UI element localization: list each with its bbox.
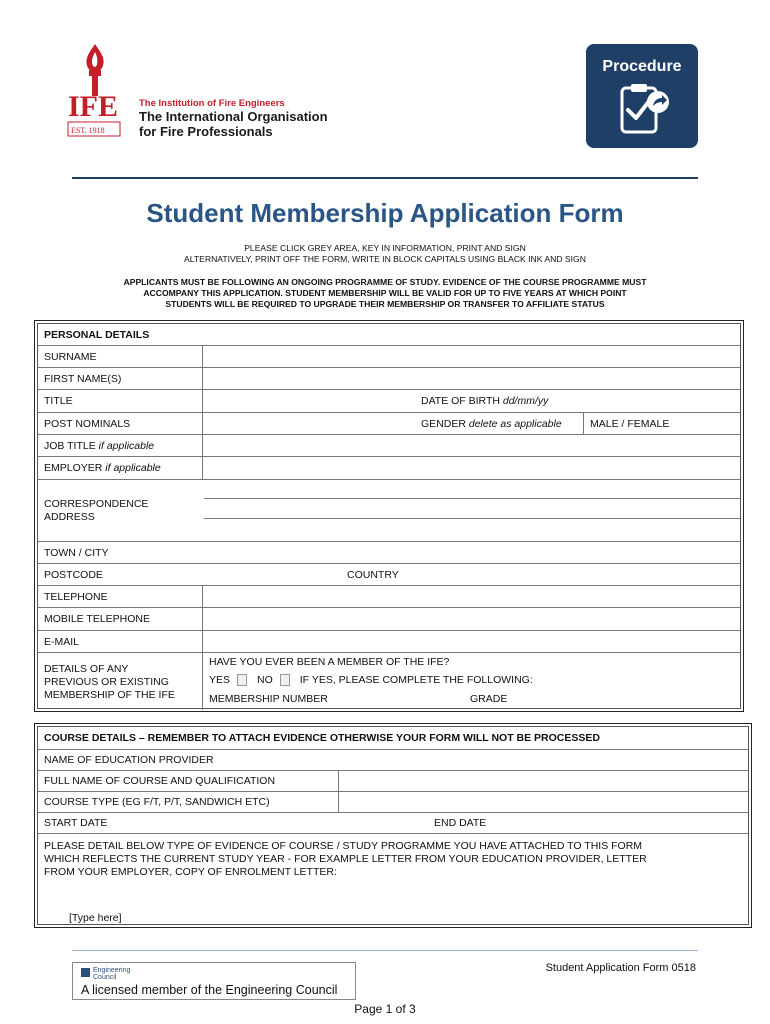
post-nominals-row bbox=[38, 413, 740, 435]
course-name-field[interactable] bbox=[339, 771, 748, 791]
employer-row bbox=[38, 457, 740, 480]
org-line-1: The Institution of Fire Engineers bbox=[139, 98, 285, 109]
engineering-council-wordmark bbox=[93, 967, 130, 981]
employer-label-text: EMPLOYER bbox=[44, 462, 103, 474]
grade-label: GRADE bbox=[470, 693, 508, 705]
eligibility-notice bbox=[40, 277, 730, 310]
notice-line-3: STUDENTS WILL BE REQUIRED TO UPGRADE THEIR MEMBERSHIP OR TRANSFER TO AFFILIATE STATUS bbox=[165, 299, 605, 309]
mobile-label: MOBILE TELEPHONE bbox=[44, 613, 151, 625]
evidence-instructions bbox=[44, 840, 647, 879]
title-label: TITLE bbox=[44, 395, 73, 407]
correspondence-label-line-2: ADDRESS bbox=[44, 511, 95, 523]
instructions-line-1: PLEASE CLICK GREY AREA, KEY IN INFORMATION, PRINT AND SIGN bbox=[244, 243, 526, 253]
date-of-birth-field[interactable] bbox=[598, 390, 740, 412]
evidence-line-1: PLEASE DETAIL BELOW TYPE OF EVIDENCE OF COURSE / STUDY PROGRAMME YOU HAVE ATTACHED TO THIS FORM bbox=[44, 840, 643, 852]
instructions-line-2: ALTERNATIVELY, PRINT OFF THE FORM, WRITE IN BLOCK CAPITALS USING BLACK INK AND SIGN bbox=[184, 254, 586, 264]
employer-label bbox=[38, 457, 161, 479]
course-name-label: FULL NAME OF COURSE AND QUALIFICATION bbox=[44, 775, 276, 787]
personal-details-header: PERSONAL DETAILS bbox=[44, 328, 150, 341]
evidence-row bbox=[38, 834, 748, 926]
job-title-label-text: JOB TITLE bbox=[44, 439, 96, 452]
dob-format-hint: dd/mm/yy bbox=[502, 395, 549, 407]
mobile-row bbox=[38, 608, 740, 631]
job-title-field[interactable] bbox=[203, 435, 740, 456]
course-type-field[interactable] bbox=[339, 792, 748, 812]
job-title-label bbox=[38, 435, 154, 456]
surname-field[interactable] bbox=[203, 346, 740, 367]
date-of-birth-label bbox=[415, 390, 548, 412]
address-line-2[interactable] bbox=[204, 518, 740, 519]
post-nominals-label: POST NOMINALS bbox=[44, 417, 131, 430]
previous-membership-row bbox=[38, 653, 740, 710]
country-field[interactable] bbox=[438, 564, 740, 585]
yes-label: YES bbox=[209, 674, 231, 686]
gender-hint: delete as applicable bbox=[468, 417, 562, 430]
engineering-council-badge bbox=[72, 962, 356, 1000]
prev-label-line-1: DETAILS OF ANY bbox=[44, 663, 129, 675]
if-yes-instruction: IF YES, PLEASE COMPLETE THE FOLLOWING: bbox=[299, 674, 533, 686]
no-label: NO bbox=[257, 674, 273, 686]
evidence-line-2: WHICH REFLECTS THE CURRENT STUDY YEAR - FOR EXAMPLE LETTER FROM YOUR EDUCATION PROVIDER, LETTER bbox=[44, 853, 647, 865]
procedure-badge bbox=[586, 44, 698, 148]
footer-rule bbox=[72, 950, 698, 951]
membership-number-label: MEMBERSHIP NUMBER bbox=[209, 693, 328, 705]
employer-field[interactable] bbox=[203, 457, 740, 479]
first-names-row bbox=[38, 368, 740, 390]
prev-label-line-3: MEMBERSHIP OF THE IFE bbox=[44, 689, 175, 701]
personal-details-header-row bbox=[38, 324, 740, 346]
logo-letters: IFE bbox=[68, 90, 119, 123]
employer-hint: if applicable bbox=[105, 462, 161, 474]
surname-row bbox=[38, 346, 740, 368]
education-provider-row bbox=[38, 750, 748, 771]
correspondence-address-label bbox=[44, 498, 148, 524]
personal-details-table bbox=[34, 320, 744, 712]
ife-logo bbox=[64, 42, 126, 152]
page-number: Page 1 of 3 bbox=[354, 1002, 416, 1016]
no-checkbox[interactable] bbox=[280, 674, 290, 686]
instructions bbox=[40, 243, 730, 265]
job-title-row bbox=[38, 435, 740, 457]
clipboard-check-share-icon bbox=[612, 82, 672, 138]
surname-label: SURNAME bbox=[44, 350, 97, 363]
notice-line-1: APPLICANTS MUST BE FOLLOWING AN ONGOING PROGRAMME OF STUDY. EVIDENCE OF THE COURSE PROGRAMME MUST bbox=[123, 277, 647, 287]
education-provider-label: NAME OF EDUCATION PROVIDER bbox=[44, 754, 214, 766]
header-rule bbox=[72, 177, 698, 179]
gender-field[interactable]: MALE / FEMALE bbox=[590, 417, 670, 430]
course-details-header: COURSE DETAILS – REMEMBER TO ATTACH EVIDENCE OTHERWISE YOUR FORM WILL NOT BE PROCESSED bbox=[44, 732, 600, 744]
telephone-field[interactable] bbox=[203, 586, 740, 607]
evidence-line-3: FROM YOUR EMPLOYER, COPY OF ENROLMENT LETTER: bbox=[44, 866, 337, 878]
end-date-field[interactable] bbox=[508, 813, 748, 833]
correspondence-label-line-1: CORRESPONDENCE bbox=[44, 498, 149, 510]
course-details-header-row bbox=[38, 727, 748, 750]
course-type-row bbox=[38, 792, 748, 813]
email-label: E-MAIL bbox=[44, 635, 80, 648]
telephone-row bbox=[38, 586, 740, 608]
postcode-field[interactable] bbox=[203, 564, 341, 585]
start-date-label: START DATE bbox=[44, 817, 108, 829]
course-dates-row bbox=[38, 813, 748, 834]
engineering-council-logo-icon bbox=[81, 968, 90, 977]
page-title: Student Membership Application Form bbox=[146, 198, 624, 228]
course-type-label: COURSE TYPE (EG F/T, P/T, SANDWICH ETC) bbox=[44, 796, 270, 808]
country-label: COUNTRY bbox=[347, 568, 399, 581]
start-date-field[interactable] bbox=[158, 813, 428, 833]
end-date-label: END DATE bbox=[434, 817, 487, 829]
postcode-label: POSTCODE bbox=[44, 568, 103, 581]
yes-checkbox[interactable] bbox=[237, 674, 247, 686]
course-details-table bbox=[34, 723, 752, 928]
previous-membership-label bbox=[44, 663, 175, 702]
form-number: Student Application Form 0518 bbox=[545, 962, 696, 974]
prev-member-question: HAVE YOU EVER BEEN A MEMBER OF THE IFE? bbox=[209, 656, 450, 668]
job-title-hint: if applicable bbox=[98, 439, 155, 452]
first-names-field[interactable] bbox=[203, 368, 740, 389]
notice-line-2: ACCOMPANY THIS APPLICATION. STUDENT MEMBERSHIP WILL BE VALID FOR UP TO FIVE YEARS AT WHICH POINT bbox=[143, 288, 627, 298]
postcode-row bbox=[38, 564, 740, 586]
procedure-badge-title: Procedure bbox=[602, 58, 682, 75]
prev-label-line-2: PREVIOUS OR EXISTING bbox=[44, 676, 169, 688]
correspondence-address-row bbox=[38, 480, 740, 542]
post-nominals-field[interactable] bbox=[203, 413, 415, 434]
org-line-3: for Fire Professionals bbox=[139, 123, 273, 139]
course-name-row bbox=[38, 771, 748, 792]
town-row bbox=[38, 542, 740, 564]
org-line-2: The International Organisation bbox=[139, 108, 328, 124]
education-provider-field[interactable] bbox=[338, 750, 748, 770]
gender-label bbox=[415, 413, 562, 434]
dob-label-text: DATE OF BIRTH bbox=[421, 395, 500, 407]
gender-label-text: GENDER bbox=[421, 417, 466, 430]
mobile-field[interactable] bbox=[203, 608, 740, 630]
first-names-label: FIRST NAME(S) bbox=[44, 372, 122, 385]
telephone-label: TELEPHONE bbox=[44, 590, 108, 603]
title-field[interactable] bbox=[203, 390, 415, 412]
organisation-name bbox=[139, 99, 328, 140]
engineering-council-statement: A licensed member of the Engineering Council bbox=[81, 983, 338, 997]
title-row bbox=[38, 390, 740, 413]
evidence-field[interactable]: [Type here] bbox=[69, 912, 122, 924]
town-field[interactable] bbox=[203, 542, 740, 563]
ec-small-line-1: Engineering bbox=[93, 967, 131, 974]
town-label: TOWN / CITY bbox=[44, 546, 109, 559]
prev-member-answer bbox=[209, 674, 533, 687]
logo-est: EST. 1918 bbox=[71, 126, 105, 135]
ec-small-line-2: Council bbox=[93, 974, 117, 981]
address-line-1[interactable] bbox=[204, 498, 740, 499]
email-row bbox=[38, 631, 740, 653]
email-field[interactable] bbox=[203, 631, 740, 652]
